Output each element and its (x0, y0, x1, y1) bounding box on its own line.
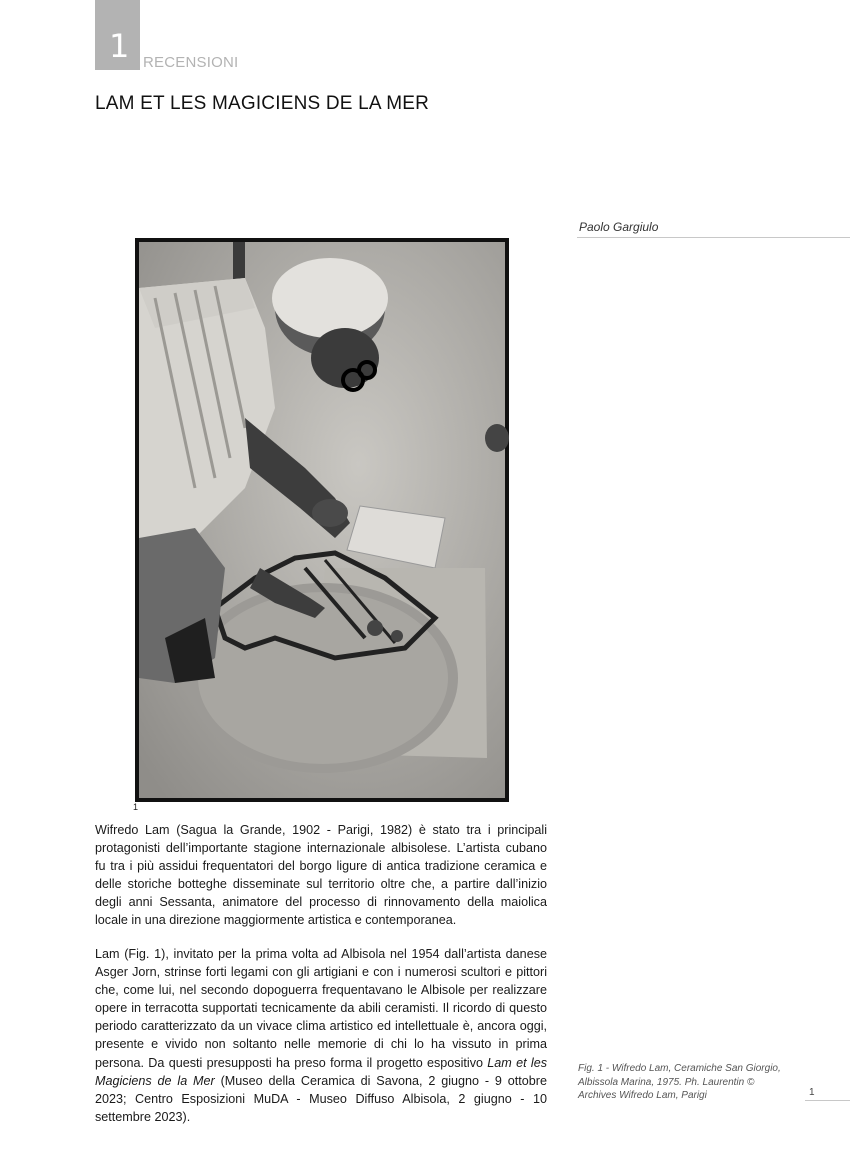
chapter-number-box (95, 0, 140, 70)
figure-caption: Fig. 1 - Wifredo Lam, Ceramiche San Giorgio, Albissola Marina, 1975. Ph. Laurentin © Archives Wifredo Lam, Parigi (578, 1063, 781, 1101)
page-number-rule (805, 1100, 850, 1101)
body-paragraph-1-text: Wifredo Lam (Sagua la Grande, 1902 - Parigi, 1982) è stato tra i principali protagonisti dell’importante stagione internazionale albisolese. L’artista cubano fu tra i più assidui frequentatori del borgo ligure di antica tradizione ceramica e delle storiche botteghe disseminate sul territorio oltre che, a partire dall’inizio degli anni Sessanta, animatore del processo di rinnovamento della maiolica locale in una direzione maggiormente artistica e contemporanea. (95, 823, 547, 928)
figure-number: 1 (133, 802, 139, 812)
author-divider (577, 237, 850, 238)
section-label: RECENSIONI (143, 54, 239, 71)
figure-photo (135, 238, 509, 802)
body-paragraph-2-text-a: Lam (Fig. 1), invitato per la prima volta ad Albisola nel 1954 dall’artista danese Asger Jorn, strinse forti legami con gli artigiani e con i numerosi scultori e pittori che, come lui, nel secondo dopoguerra frequentavano le Albisole per realizzare opere in terracotta supportati tecnicamente da abili ceramisti. Il ricordo di questo periodo caratterizzato da un vivace clima artistico ed intellettuale è, ancora oggi, presente e vivido non soltanto nelle memorie di chi lo ha vissuto in prima persona. Da questi presupposti ha preso forma il progetto espositivo (95, 947, 547, 1070)
chapter-number: 1 (109, 27, 130, 65)
article-title: LAM ET LES MAGICIENS DE LA MER (95, 93, 430, 114)
body-paragraph-1 (95, 821, 547, 930)
photo-illustration (135, 238, 509, 802)
body-paragraph-2 (95, 945, 547, 1126)
body-paragraph-2-text-b: (Museo della Ceramica di Savona, 2 giugno - 9 ottobre 2023; Centro Esposizioni MuDA - Museo Diffuso Albisola, 2 giugno - 10 settembre 2023). (95, 1073, 547, 1124)
author-name: Paolo Gargiulo (579, 220, 659, 234)
page-number: 1 (809, 1087, 815, 1098)
exhibition-title: Lam et les Magiciens de la Mer (95, 1055, 547, 1088)
